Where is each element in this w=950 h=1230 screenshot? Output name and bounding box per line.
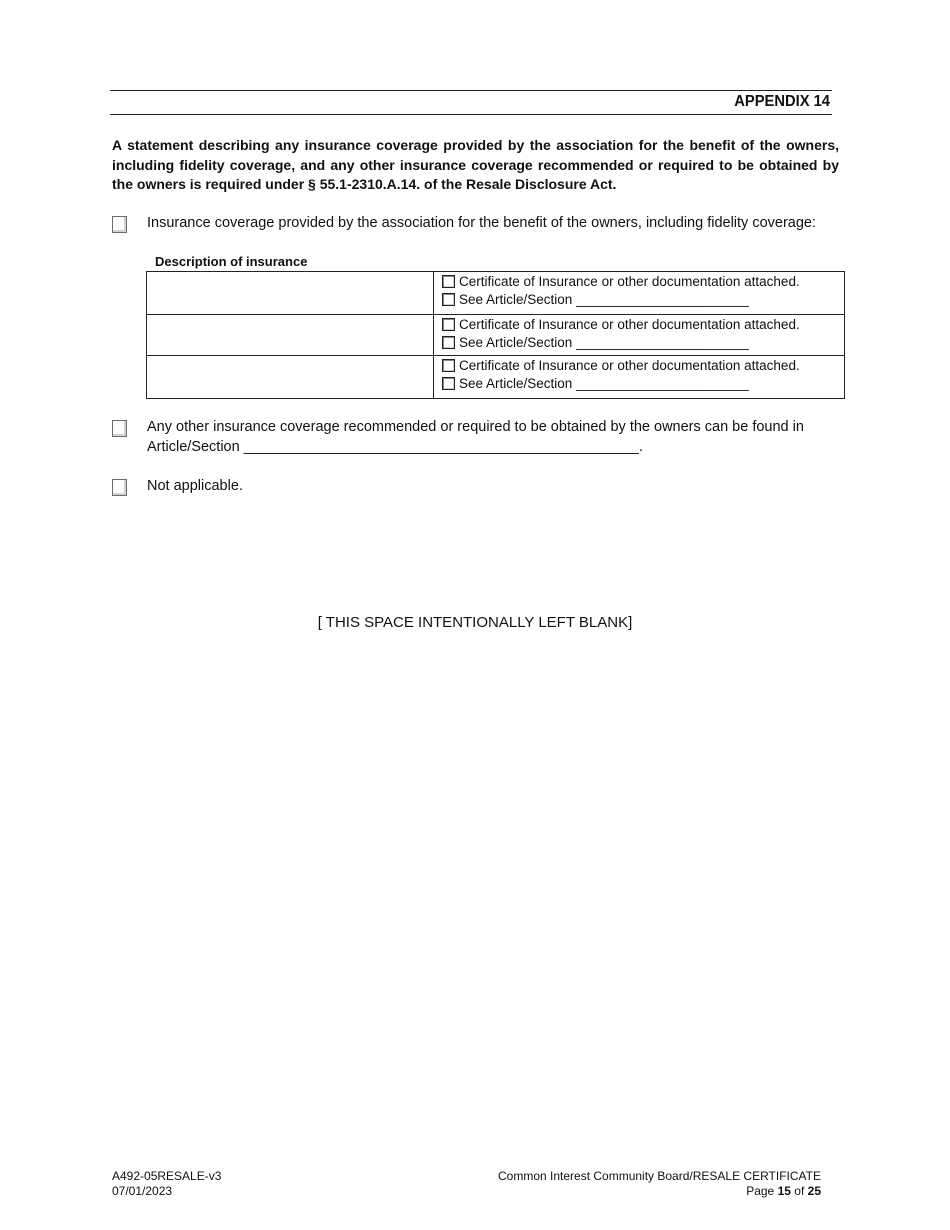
options-cell — [434, 272, 845, 315]
description-field[interactable] — [147, 315, 434, 356]
coverage-provided-checkbox[interactable] — [112, 216, 127, 233]
certificate-option-label: Certificate of Insurance or other documentation attached. — [459, 317, 800, 333]
form-date: 07/01/2023 — [112, 1184, 173, 1198]
certificate-option-label: Certificate of Insurance or other documentation attached. — [459, 358, 800, 374]
page-number — [480, 1184, 821, 1199]
article-option — [442, 334, 844, 352]
table-row — [147, 315, 845, 356]
certificate-checkbox[interactable] — [442, 359, 455, 372]
header-rule-bottom — [110, 114, 832, 115]
article-checkbox[interactable] — [442, 336, 455, 349]
coverage-provided-label: Insurance coverage provided by the association for the benefit of the owners, including fidelity coverage: — [147, 215, 817, 231]
certificate-checkbox[interactable] — [442, 275, 455, 288]
appendix-title: APPENDIX 14 — [734, 93, 830, 110]
blank-space-note: [ THIS SPACE INTENTIONALLY LEFT BLANK] — [317, 614, 633, 631]
page-current: 15 — [777, 1184, 791, 1198]
article-option — [442, 291, 844, 309]
certificate-option — [442, 316, 844, 334]
document-title: Common Interest Community Board/RESALE CERTIFICATE — [498, 1169, 821, 1183]
options-cell — [434, 356, 845, 399]
table-row — [147, 272, 845, 315]
page-total: 25 — [807, 1184, 821, 1198]
statement-paragraph: A statement describing any insurance coverage provided by the association for the benefit of the owners, including fidelity coverage, and any other insurance coverage recommended or required to be obtained by the owners is required under § 55.1-2310.A.14. of the Resale Disclosure Act. — [112, 137, 839, 192]
not-applicable-label: Not applicable. — [147, 478, 243, 494]
article-option-label: See Article/Section _______________________ — [459, 334, 749, 350]
article-checkbox[interactable] — [442, 293, 455, 306]
article-option-label: See Article/Section _______________________ — [459, 291, 749, 307]
table-row — [147, 356, 845, 399]
certificate-option — [442, 357, 844, 375]
options-cell — [434, 315, 845, 356]
page-of: of — [794, 1184, 805, 1198]
insurance-table — [146, 271, 845, 399]
footer-right — [480, 1169, 821, 1199]
article-option-label: See Article/Section _______________________ — [459, 375, 749, 391]
header-rule-top — [110, 90, 832, 91]
article-checkbox[interactable] — [442, 377, 455, 390]
table-header-description: Description of insurance — [155, 254, 308, 269]
description-field[interactable] — [147, 272, 434, 315]
certificate-checkbox[interactable] — [442, 318, 455, 331]
not-applicable-checkbox[interactable] — [112, 479, 127, 496]
description-field[interactable] — [147, 356, 434, 399]
footer-left — [112, 1169, 221, 1199]
page-prefix: Page — [746, 1184, 775, 1198]
certificate-option — [442, 273, 844, 291]
certificate-option-label: Certificate of Insurance or other documentation attached. — [459, 274, 800, 290]
other-coverage-line-1: Any other insurance coverage recommended or required to be obtained by the owners can be found in — [147, 419, 804, 435]
article-option — [442, 375, 844, 393]
other-coverage-checkbox[interactable] — [112, 420, 127, 437]
form-id: A492-05RESALE-v3 — [112, 1169, 222, 1183]
other-coverage-line-2: Article/Section _________________________________________________. — [147, 439, 643, 455]
